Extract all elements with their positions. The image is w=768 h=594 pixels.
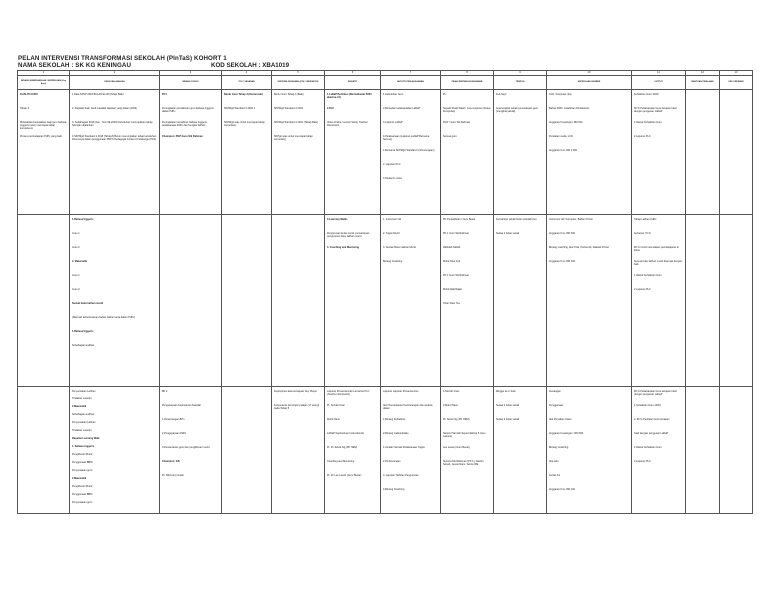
cell-text: Nelson Hamzah Seperti Ekstra 5 Guru Laporan <box>443 431 486 438</box>
cell-text: Bahan PdPc, Kelebihan Pentaksiran <box>549 106 590 110</box>
table-cell <box>222 215 272 387</box>
cell-text: 1.Data SPSP 2018 BULAN ELLB (Tahap Baik) <box>72 92 124 96</box>
cell-text: Pt. Suzrah Iman <box>327 403 345 407</box>
cell-text: 2.Laporan PLC <box>634 287 651 291</box>
column-header-row <box>18 76 753 90</box>
cell-text: Pengurusan kelas murid, pemantauan pengurusan buku latihan murid <box>327 231 370 238</box>
cell-text: 4.SKPMg2 Standard 4 2018 (Tahap3) Belum menunjukkan tahap kebolehan khususnya dalam penggunaan PDPC Pedagogik Content Knowledge (PCK) <box>72 134 157 141</box>
cell-text: Proses pembelajaran PdPc yang baik <box>20 134 62 138</box>
cell-text: Guru 1 <box>72 273 80 277</box>
table-cell <box>720 90 753 215</box>
table-cell <box>632 387 686 514</box>
cell-text: 4. Coaching and Mentoring <box>327 245 360 249</box>
cell-text: 2. Laporan PLC <box>383 162 401 166</box>
cell-text: Kepimpinan atas kemajuan Key Player <box>274 389 317 393</box>
cell-text: Champion: PGP Guru Siti Rahman <box>162 134 203 138</box>
cell-text: 1.Kebolehan Guru <box>383 92 404 96</box>
section-row <box>18 387 753 514</box>
column-header: KEPERLUAN SUMBER <box>547 76 632 90</box>
cell-text: Anggaran Kos: RM 300 <box>549 259 575 263</box>
section-row <box>18 215 753 387</box>
cell-text: Sepadi Shaid Salleh, Guru Laporan (Ketua Kumpulan) <box>443 106 491 113</box>
cell-text: Guru 2 <box>72 287 80 291</box>
table-cell <box>272 90 325 215</box>
table-cell <box>70 90 160 215</box>
cell-text: Peralatan sedia, LCD <box>549 134 573 138</box>
cell-text: Bantu Guru Tahap 3 (Kemuncak) <box>224 92 263 96</box>
cell-text: Sebahagian Latihan <box>72 413 95 417</box>
column-number: 2 <box>70 71 160 76</box>
cell-text: Setiap 2 bulan sekali <box>496 231 520 235</box>
column-header: TOV / SASARAN <box>222 76 272 90</box>
cell-text: Minggu ke 2 Julai <box>496 389 516 393</box>
cell-text: Mohd Noor Asli <box>443 259 460 263</box>
cell-text: 2.Mohd Nanu <box>443 403 459 407</box>
table-cell <box>547 387 632 514</box>
table-cell <box>441 215 494 387</box>
table-cell <box>160 387 222 514</box>
cell-text: Lee Leeas (Guru Besar) <box>443 445 470 449</box>
cell-text: SKPMg2 aras untuk mencapai tahap cemerlang <box>224 120 265 127</box>
cell-text: Setiap 2 bulan sekali <box>496 417 520 421</box>
cell-text: SKPMg2 Standard 4 2019 (Tahap Baik) <box>274 120 318 124</box>
cell-text: Laporan Presenta Arah Lamonbo PLC (Teacher discussion) <box>327 389 370 396</box>
cell-text: 1.Rekod Kehadiran Guru <box>634 273 662 277</box>
cell-text: 4.Borang Coaching <box>383 487 405 491</box>
table-cell <box>494 90 547 215</box>
cell-text: 3.Student's voice <box>383 176 402 180</box>
cell-text: Champion: GB <box>162 459 180 463</box>
cell-text: SKPg2 aras untuk mencapai tahap cemerlang <box>274 134 313 141</box>
column-number: 4 <box>222 71 272 76</box>
intervention-table <box>17 70 753 514</box>
table-cell <box>494 387 547 514</box>
column-number: 6 <box>325 71 381 76</box>
cell-text: Kehadiran Guru 100% <box>634 92 659 96</box>
cell-text: Pt. Pn Selvia Ng (PK HEM) <box>327 445 358 449</box>
cell-text: 3.Pemantauan guru dan pengliburan murid <box>162 445 210 449</box>
cell-text: Laporan Laporan Presenta Arus <box>383 389 419 393</box>
cell-text: Setiap 2 bulan sekali <box>496 403 520 407</box>
cell-text: 1.Borang Kehadiran <box>383 417 406 421</box>
table-cell <box>494 215 547 387</box>
cell-text: Anggaran Kewangan: RM 500 <box>549 120 583 124</box>
table-cell <box>222 90 272 215</box>
column-number: 5 <box>272 71 325 76</box>
column-header: TEMPOH <box>494 76 547 90</box>
cell-text: 80 % Pelaksanaan Guru kerapan hasil dengan pengesan LaDaP <box>634 106 677 113</box>
cell-text: 1.Rekod Kehadiran Guru <box>634 120 662 124</box>
column-number: 12 <box>686 71 720 76</box>
cell-text: Gua lengkap sebab pensetaraan guru (mengikut jadual) <box>496 106 538 113</box>
cell-text: SKPMg2 Standard 4 2019 <box>274 106 304 110</box>
cell-text: 1. Bahasa Inggeris <box>72 445 95 449</box>
cell-text: 2.Matematik <box>72 476 87 480</box>
cell-text: 2. Matematik <box>72 259 88 263</box>
cell-text: SKPMg2 Standard 4 2018 1 <box>224 106 256 110</box>
cell-text: 1.LaDaP Berfokus (Bermatlamat PdPc abad ke-21) <box>327 92 372 99</box>
cell-text: BP 2 <box>162 389 168 393</box>
cell-text: Pengupayaan Kepimpinan Sekolah <box>162 403 202 407</box>
cell-text: Mohd Zaki Rajjat <box>443 287 462 291</box>
table-cell <box>160 90 222 215</box>
table-cell <box>632 215 686 387</box>
cell-text: PK Pentadbiran / Guru Besar <box>443 217 476 221</box>
cell-text: 3.Learning Walks <box>327 217 348 221</box>
cell-text: Pt. Pn Lee Leeds (Guru Besar) <box>327 473 362 477</box>
cell-text: 2. 80 % Penilaian Guru kerapan <box>634 417 670 421</box>
cell-text: (Dasmah keberkesanan bahan-bahan kerja dalam PdPc) <box>72 315 136 319</box>
column-header: AKTIVITI PERLAKSANAAN <box>381 76 441 90</box>
column-number: 11 <box>632 71 686 76</box>
table-cell <box>18 90 70 215</box>
column-number: 10 <box>547 71 632 76</box>
cell-text: 1.Bahasa Inggeris <box>72 329 94 333</box>
cell-text: Penyemakan guru: <box>72 468 93 472</box>
cell-text: 2. Dapatan baik, hasil masalah dapatan yang dalam (DAS) <box>72 106 138 110</box>
cell-text: 1.Suzrah Iman <box>443 389 460 393</box>
cell-text: Video Online, Lesson Study, Teacher Discussion <box>327 120 368 127</box>
cell-text: 80 % Pelaksanaan Guru kerapan hasil dengan pengesan LaDaP <box>634 389 677 396</box>
cell-text: 3.Laporan LaDaP <box>383 120 403 124</box>
cell-text: Kertas A4 <box>549 473 560 477</box>
cell-text: Borang Coaching <box>549 445 569 449</box>
column-header: DATA DAN ANALISA <box>70 76 160 90</box>
cell-text: Semua buku latihan murid disemak dengan baik <box>634 259 683 266</box>
cell-text: Coaching and Mentoring <box>327 459 355 463</box>
column-header: KRITERIA KEJAYAAN (KTK / INDIKATOR) <box>272 76 325 90</box>
cell-text: PK 1 Guru Siti Rahman <box>443 273 469 277</box>
cell-text: 80 % murid memulakan pembelajaran di kelas <box>634 245 679 252</box>
table-cell <box>70 215 160 387</box>
table-cell <box>632 90 686 215</box>
column-number: 3 <box>160 71 222 76</box>
table-cell <box>160 215 222 387</box>
cell-text: Semua guru <box>443 134 457 138</box>
table-cell <box>441 387 494 514</box>
table-cell <box>272 387 325 514</box>
table-cell <box>222 387 272 514</box>
cell-text: Pn Selvia Ng (PK HEM) <box>443 417 470 421</box>
cell-text: 3. Semak Buku Latihan Murid <box>383 245 416 249</box>
cell-text: Anggaran Kos: RM 100 <box>549 487 575 491</box>
table-cell <box>325 215 381 387</box>
cell-text: Penggunaan BBM: <box>72 460 93 464</box>
cell-text: Kewangan <box>549 389 561 393</box>
table-cell <box>381 215 441 387</box>
cell-text: Mohd Nanu <box>327 417 340 421</box>
cell-text: PC1 <box>162 92 167 96</box>
table-cell <box>272 215 325 387</box>
cell-text: KUALITI GURU <box>20 92 38 96</box>
cell-text: Anggaran Kos: RM 2 000 <box>549 148 578 152</box>
column-header: KES ORDINARI <box>720 76 753 90</box>
cell-text: 2.Matematik <box>72 405 87 409</box>
cell-text: 4.Pelaksanaan (Laporan LaDaP Bersama Semua) <box>383 134 430 141</box>
cell-text: 2.PLC <box>327 106 335 110</box>
cell-text: Alat tulis <box>549 459 559 463</box>
cell-text: Bantu Guru Tahap 3 (Baik) <box>274 92 304 96</box>
cell-text: PK 1 Guru Siti Rahman <box>443 231 469 235</box>
cell-text: Pn Siti(Guru) Isnain <box>162 473 184 477</box>
cell-text: Chan Siew Yee <box>443 301 460 305</box>
table-cell <box>325 90 381 215</box>
cell-text: Peningkatan pentaksiran guru bahasa Inggeris dalam PdPc <box>162 106 214 113</box>
cell-text: Pengliburan Murid <box>72 452 93 456</box>
column-number: 8 <box>441 71 494 76</box>
cell-text: berkesan 70 % <box>634 231 651 235</box>
cell-text: 1.Amalan Semak Pelaksanaan Tugas <box>383 445 425 449</box>
column-number: 1 <box>18 71 70 76</box>
column-number: 7 <box>381 71 441 76</box>
column-header: BANTUAN PENILAIAN <box>686 76 720 90</box>
cell-text: Borang Coaching <box>383 259 403 263</box>
cell-text: LCD / komputer riba <box>549 92 572 96</box>
cell-text: Peningkatan kemahiran bahasa Inggeris pelaksanaan PdPc dan bengkel latihan <box>162 120 207 127</box>
cell-text: 1.Bahasa Inggeris <box>72 217 94 221</box>
cell-text: Penggunaan BBM <box>72 492 93 496</box>
cell-text: Penyemakan Latihan <box>72 389 96 393</box>
column-header: OUTPUT <box>632 76 686 90</box>
cell-text: 2.Perbincangan <box>383 459 401 463</box>
cell-text: Rahidah Rafiah <box>443 245 461 249</box>
cell-text: 2.Bersedia melaksanakan LaDaP <box>383 106 421 110</box>
cell-text: PL <box>443 92 447 96</box>
cell-text: 3. Sebahagian 2018 (Jan - Nov 9E 2019) Kebolehan menunjukkan tahap hitungan dijalankan <box>72 120 153 127</box>
table-cell <box>686 215 720 387</box>
cell-text: Penyemakan guru <box>72 500 93 504</box>
column-number: 9 <box>494 71 547 76</box>
column-number: 13 <box>720 71 753 76</box>
cell-text: Meletakkan/meletakkan bagi guru bahasa Inggeris belum mencapai tahap kompetensi <box>20 120 67 130</box>
cell-text: Tahap Latihan PdPc <box>634 217 657 221</box>
cell-text: 1.Kehadiran Guru 100% <box>634 403 661 407</box>
cell-text: 1.Rekod Kehadiran Guru <box>634 445 662 449</box>
column-header: BIDANG FOKUS <box>160 76 222 90</box>
section-row <box>18 90 753 215</box>
cell-text: Kompetensi pemimpin pelajar (17 orang) pada Tahap 5 <box>274 403 320 410</box>
cell-text: Alat Penaikan Video <box>549 417 572 421</box>
cell-text: Tindakan susulan <box>72 397 92 401</box>
column-header: BIDANG KEBERHASILAN / KEPERLUAN (Key Area) <box>18 76 70 90</box>
school-name: NAMA SEKOLAH : SK KG KENINGAU <box>18 62 132 69</box>
cell-text: Semak buku latihan murid <box>72 301 104 305</box>
column-header: PIHAK BERTANGGUNGJAWAB <box>441 76 494 90</box>
cell-text: 2.Pengupayaan PdPc <box>162 431 187 435</box>
table-cell <box>18 387 70 514</box>
cell-text: Dapatan Learning Walk <box>72 437 100 441</box>
cell-text: Anggaran Kewangan : RM 600 <box>549 431 584 435</box>
table-cell <box>547 90 632 215</box>
cell-text: Tahap 3: <box>20 106 30 110</box>
cell-text: Borang coaching, Alat Tulis, Kertas A4, Dakwat Printer <box>549 245 610 249</box>
cell-text: Item Pemantauan Perbincangan dan analisa dalam <box>383 403 433 410</box>
table-cell <box>441 90 494 215</box>
cell-text: Penggunaan <box>549 403 564 407</box>
cell-text: 3. Laporan Tatbiran Pengurusan <box>383 473 419 477</box>
cell-text: Pengliburan Murid <box>72 484 93 488</box>
table-cell <box>720 387 753 514</box>
table-cell <box>720 215 753 387</box>
cell-text: LADaP Kepimpinan Instructional) <box>327 431 364 435</box>
cell-text: 2. Tugas Murid <box>383 231 400 235</box>
table-cell <box>686 387 720 514</box>
cell-text: Tindakan susulan <box>72 429 92 433</box>
cell-text: 1. Instrumen LW <box>383 217 402 221</box>
table-cell <box>381 90 441 215</box>
doc-title: PELAN INTERVENSI TRANSFORMASI SEKOLAH (PInTaS) KOHORT 1 <box>18 55 227 62</box>
table-cell <box>70 387 160 514</box>
cell-text: Instrumen LW, Komputer, Bahan Printer <box>549 217 594 221</box>
table-cell <box>686 90 720 215</box>
cell-text: Anggaran Kos: RM 300 <box>549 231 575 235</box>
table-cell <box>547 215 632 387</box>
cell-text: 2.Laporan PLC <box>634 134 651 138</box>
cell-text: Guru 2 <box>72 245 80 249</box>
cell-text: Suzana Abd Rahman (PK 1), Nashin Sanah, Jessie Naim, Selina WE <box>443 459 484 466</box>
cell-text: PGP / Guru Siti Rahman <box>443 120 471 124</box>
school-code: KOD SEKOLAH : XBA1019 <box>211 62 290 69</box>
column-header: INISIATIF <box>325 76 381 90</box>
cell-text: Kemahiran sebab bulan sekolah (lw) <box>496 217 537 221</box>
table-cell <box>381 387 441 514</box>
table-cell <box>325 387 381 514</box>
cell-text: Penyemakan Latihan <box>72 421 96 425</box>
cell-text: Guru 1 <box>72 231 80 235</box>
cell-text: 1.Perancangan BPn <box>162 417 185 421</box>
cell-text: 2.Laporan PLC <box>634 459 651 463</box>
cell-text: Feb-Sept <box>496 92 507 96</box>
cell-text: 2.Borang maklumbalas <box>383 431 409 435</box>
table-cell <box>18 215 70 387</box>
cell-text: Sebahagian Latihan <box>72 343 95 347</box>
cell-text: hasil dengan pengesan LaDaP <box>634 431 669 435</box>
cell-text: 1.Bersama SKPMg2 Standard 4 (Pencerapan) <box>383 148 435 152</box>
